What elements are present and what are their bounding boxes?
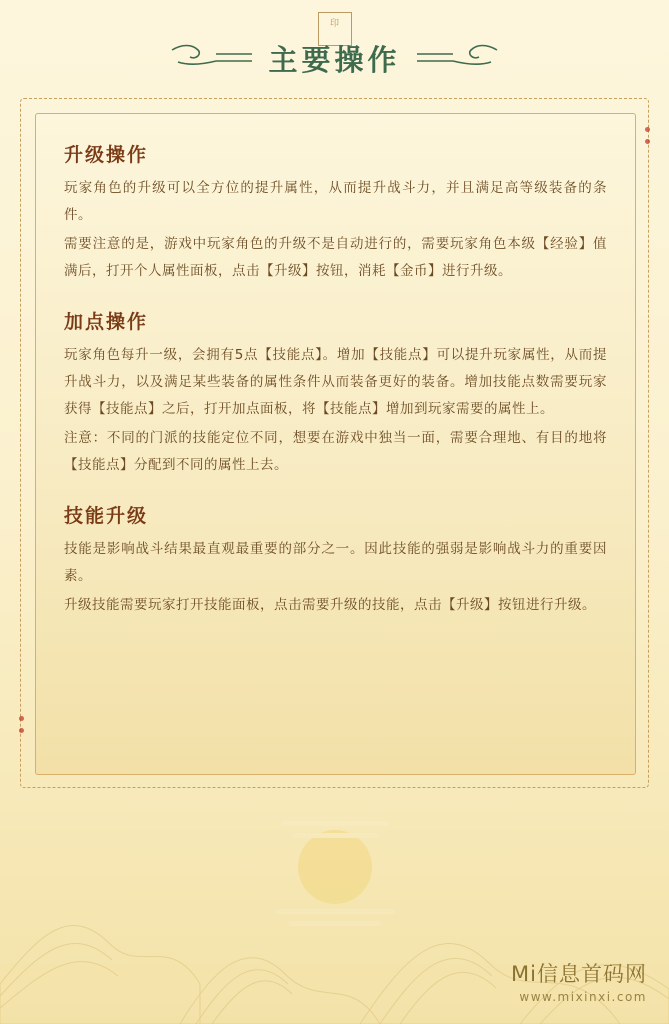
section-paragraph: 升级技能需要玩家打开技能面板，点击需要升级的技能，点击【升级】按钮进行升级。 <box>64 597 596 613</box>
left-flourish-icon <box>168 42 254 76</box>
section-title: 技能升级 <box>64 505 149 527</box>
section-title: 升级操作 <box>64 144 149 166</box>
content-card <box>35 113 636 775</box>
page-header <box>0 10 669 92</box>
seal-icon: 印 <box>318 12 352 46</box>
section-skill-upgrade <box>64 501 607 619</box>
section-paragraph: 玩家角色每升一级，会拥有5点【技能点】。增加【技能点】可以提升玩家属性，从而提升战斗力，以及满足某些装备的属性条件从而装备更好的装备。增加技能点数需要玩家获得【技能点】之后，打开加点面板，将【技能点】增加到玩家需要的属性上。 <box>64 347 607 417</box>
accent-dot <box>19 716 24 721</box>
accent-dot <box>645 127 650 132</box>
section-paragraph: 注意：不同的门派的技能定位不同，想要在游戏中独当一面，需要合理地、有目的地将【技能点】分配到不同的属性上去。 <box>64 430 607 473</box>
section-allocate-points <box>64 307 607 479</box>
section-title: 加点操作 <box>64 311 149 333</box>
section-paragraph: 玩家角色的升级可以全方位的提升属性，从而提升战斗力，并且满足高等级装备的条件。 <box>64 180 607 223</box>
watermark <box>511 958 647 1004</box>
right-flourish-icon <box>415 42 501 76</box>
content-outer-frame <box>20 98 649 788</box>
section-upgrade <box>64 140 607 285</box>
page-title: 主要操作 <box>268 43 401 77</box>
watermark-title: Mi信息首码网 <box>511 962 647 986</box>
watermark-url: www.mixinxi.com <box>519 990 647 1004</box>
accent-dot <box>645 139 650 144</box>
section-paragraph: 需要注意的是，游戏中玩家角色的升级不是自动进行的，需要玩家角色本级【经验】值满后，打开个人属性面板，点击【升级】按钮，消耗【金币】进行升级。 <box>64 236 607 279</box>
section-paragraph: 技能是影响战斗结果最直观最重要的部分之一。因此技能的强弱是影响战斗力的重要因素。 <box>64 541 607 584</box>
accent-dot <box>19 728 24 733</box>
title-row <box>0 38 669 79</box>
